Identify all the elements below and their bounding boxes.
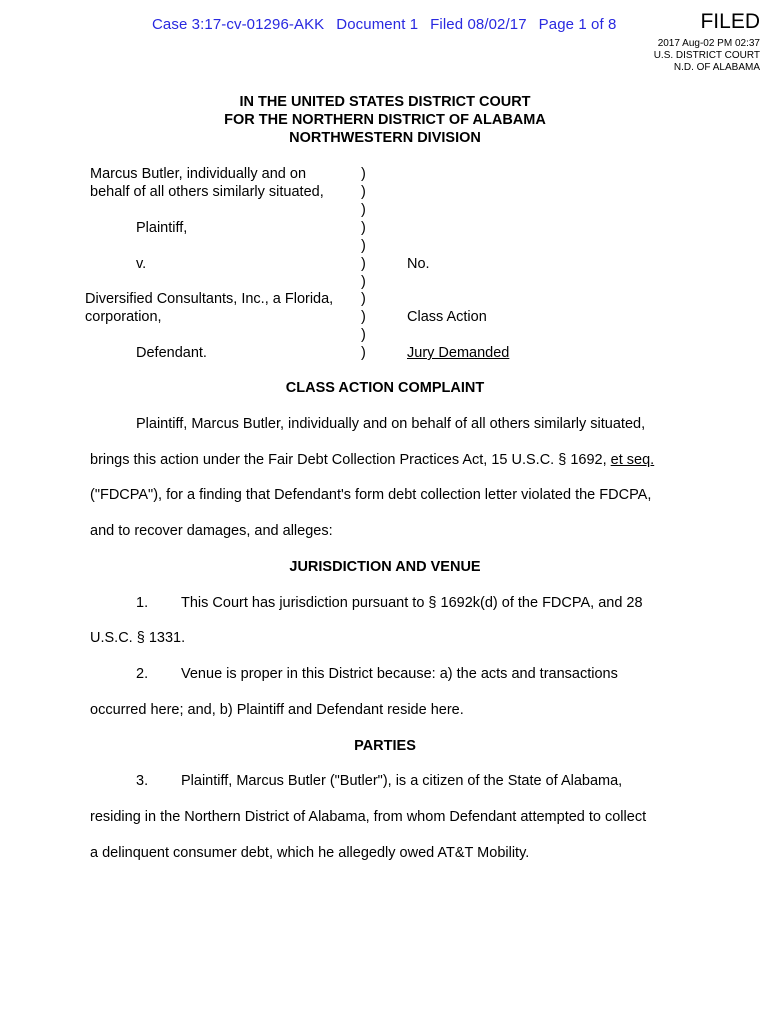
caption-paren: ) [361, 256, 366, 272]
jury-demanded-label: Jury Demanded [407, 345, 510, 361]
court-name-line1: IN THE UNITED STATES DISTRICT COURT [239, 94, 531, 110]
class-action-label: Class Action [407, 309, 487, 325]
caption-paren: ) [361, 202, 366, 218]
page-indicator: Page 1 of 8 [538, 16, 617, 33]
case-number: Case 3:17-cv-01296-AKK [152, 16, 325, 33]
document-number: Document 1 [336, 16, 419, 33]
filed-stamp-district: N.D. OF ALABAMA [673, 62, 760, 73]
paragraph-2-number: 2. [136, 666, 149, 682]
plaintiff-role: Plaintiff, [136, 220, 188, 236]
intro-line2 [90, 452, 654, 468]
caption-paren: ) [361, 291, 366, 307]
intro-line3: ("FDCPA"), for a finding that Defendant's form debt collection letter violated the FDCPA, [90, 487, 652, 503]
caption-paren: ) [361, 309, 366, 325]
caption-paren: ) [361, 238, 366, 254]
filing-header [152, 16, 616, 33]
defendant-name-line2: corporation, [85, 309, 162, 325]
paragraph-1-line1: This Court has jurisdiction pursuant to § 1692k(d) of the FDCPA, and 28 [181, 595, 643, 611]
paragraph-2-line2: occurred here; and, b) Plaintiff and Defendant reside here. [90, 702, 464, 718]
plaintiff-name-line1: Marcus Butler, individually and on [90, 166, 307, 182]
jurisdiction-heading: JURISDICTION AND VENUE [289, 559, 481, 575]
paragraph-3-line2: residing in the Northern District of Alabama, from whom Defendant attempted to collect [90, 809, 647, 825]
paragraph-3-line1: Plaintiff, Marcus Butler ("Butler"), is a citizen of the State of Alabama, [181, 773, 623, 789]
paragraph-3-line3: a delinquent consumer debt, which he allegedly owed AT&T Mobility. [90, 845, 530, 861]
versus: v. [136, 256, 147, 272]
caption-paren: ) [361, 184, 366, 200]
paragraph-1-line2: U.S.C. § 1331. [90, 630, 186, 646]
caption-paren: ) [361, 327, 366, 343]
parties-heading: PARTIES [354, 738, 416, 754]
intro-line4: and to recover damages, and alleges: [90, 523, 333, 539]
paragraph-2-line1: Venue is proper in this District because: a) the acts and transactions [181, 666, 618, 682]
paragraph-1-number: 1. [136, 595, 149, 611]
intro-line2-text: brings this action under the Fair Debt Collection Practices Act, 15 U.S.C. § 1692, [90, 452, 611, 468]
complaint-title: CLASS ACTION COMPLAINT [285, 380, 485, 396]
et-seq: et seq. [610, 452, 655, 468]
intro-line1: Plaintiff, Marcus Butler, individually and on behalf of all others similarly situated, [136, 416, 646, 432]
defendant-role: Defendant. [136, 345, 207, 361]
caption-paren: ) [361, 166, 366, 182]
filed-stamp-title: FILED [700, 10, 760, 33]
court-division: NORTHWESTERN DIVISION [289, 130, 481, 146]
paragraph-3-number: 3. [136, 773, 149, 789]
court-name-line2: FOR THE NORTHERN DISTRICT OF ALABAMA [224, 112, 546, 128]
caption-paren: ) [361, 274, 366, 290]
filed-stamp-datetime: 2017 Aug-02 PM 02:37 [657, 38, 760, 49]
defendant-name-line1: Diversified Consultants, Inc., a Florida, [85, 291, 334, 307]
caption-paren: ) [361, 220, 366, 236]
plaintiff-name-line2: behalf of all others similarly situated, [90, 184, 324, 200]
filed-date: Filed 08/02/17 [430, 16, 527, 33]
filed-stamp-court: U.S. DISTRICT COURT [653, 50, 760, 61]
case-number-field: No. [407, 256, 430, 272]
caption-paren: ) [361, 345, 366, 361]
